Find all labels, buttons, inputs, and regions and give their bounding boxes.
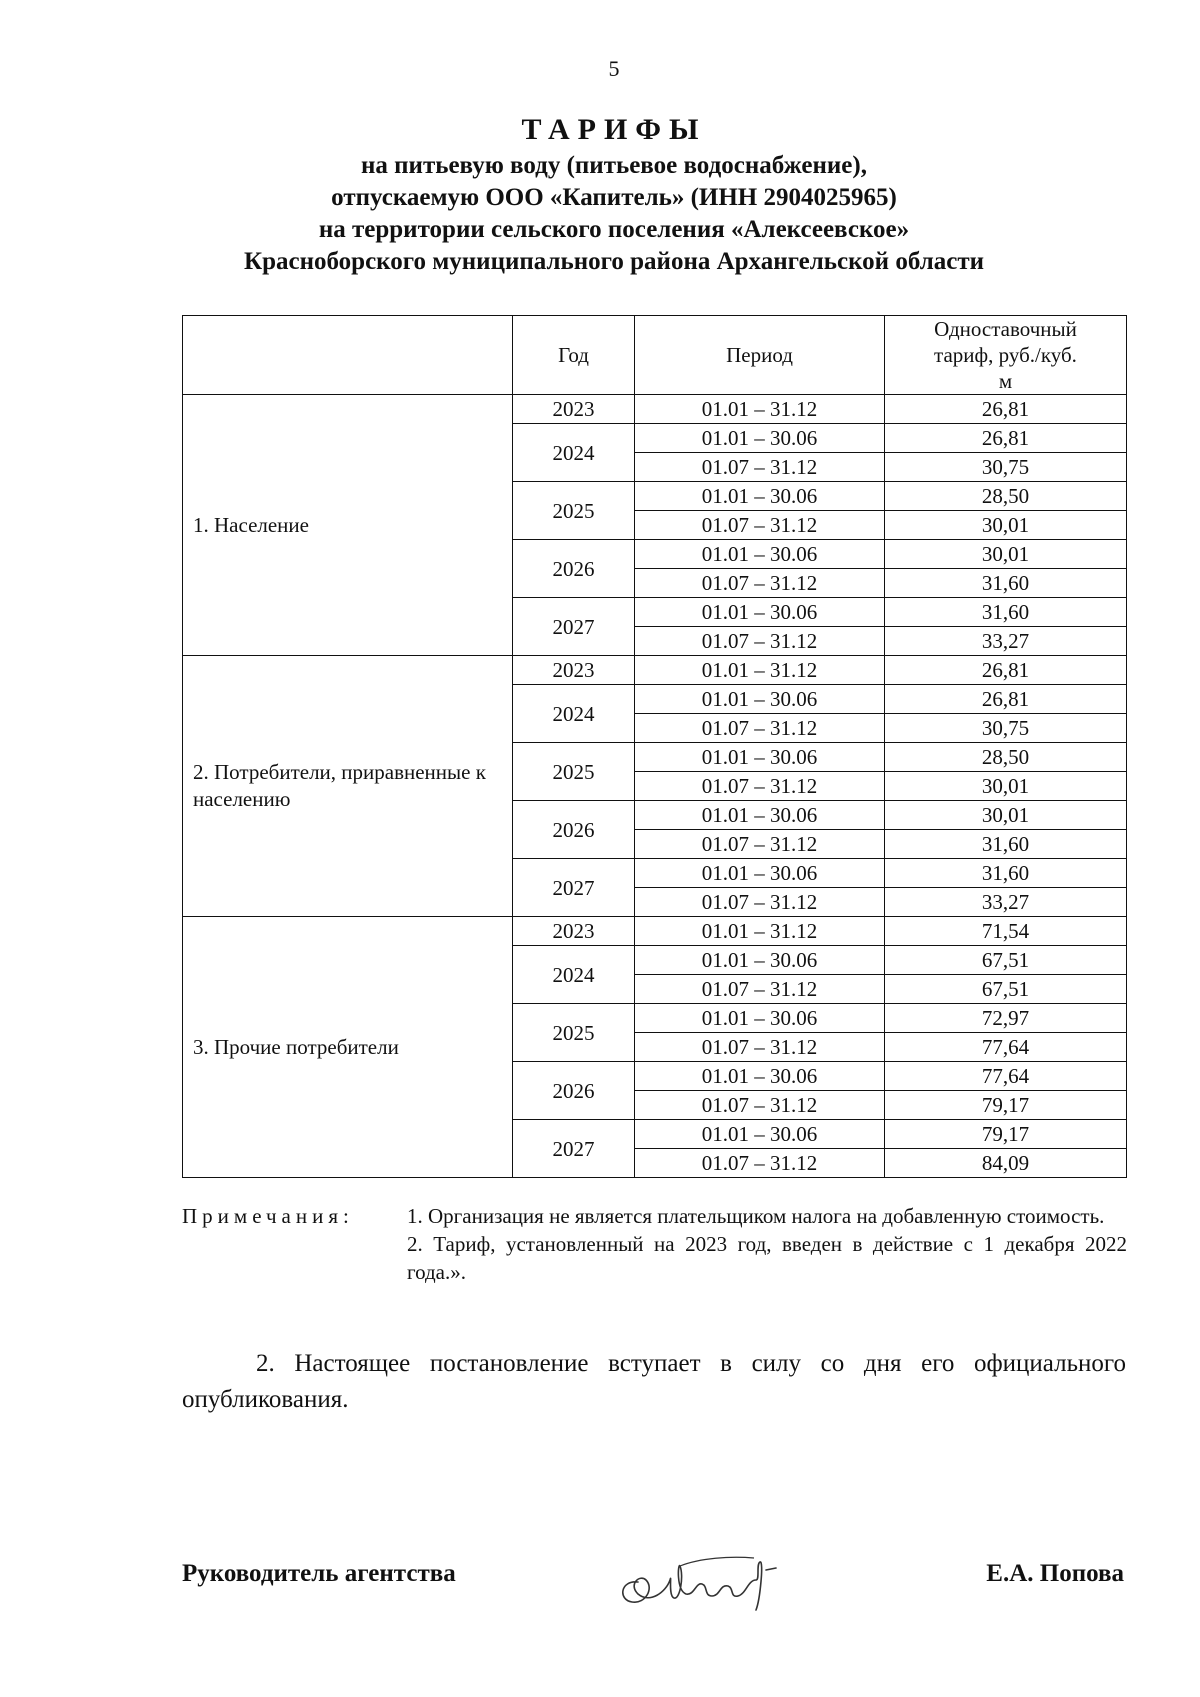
period-cell: 01.01 – 31.12: [635, 917, 885, 946]
tariff-value-cell: 31,60: [885, 859, 1127, 888]
period-cell: 01.07 – 31.12: [635, 627, 885, 656]
tariff-value-cell: 67,51: [885, 946, 1127, 975]
year-cell: 2027: [513, 598, 635, 656]
tariff-value-cell: 31,60: [885, 598, 1127, 627]
tariff-value-cell: 28,50: [885, 482, 1127, 511]
year-cell: 2026: [513, 1062, 635, 1120]
tariff-value-cell: 79,17: [885, 1120, 1127, 1149]
tariff-table-body: [183, 395, 1127, 1178]
title-line: отпускаемую ООО «Капитель» (ИНН 2904025965): [331, 184, 897, 211]
handwritten-signature: [610, 1540, 820, 1620]
year-cell: 2023: [513, 656, 635, 685]
year-cell: 2023: [513, 917, 635, 946]
year-cell: 2026: [513, 801, 635, 859]
tariff-value-cell: 30,75: [885, 453, 1127, 482]
period-cell: 01.01 – 31.12: [635, 656, 885, 685]
year-cell: 2025: [513, 743, 635, 801]
period-cell: 01.07 – 31.12: [635, 569, 885, 598]
header-year: Год: [513, 316, 635, 395]
tariff-value-cell: 26,81: [885, 424, 1127, 453]
consumer-category: 1. Население: [183, 395, 513, 656]
table-header-row: [183, 316, 1127, 395]
tariff-value-cell: 30,01: [885, 511, 1127, 540]
notes-label: Примечания:: [182, 1204, 354, 1228]
period-cell: 01.01 – 31.12: [635, 395, 885, 424]
tariff-value-cell: 33,27: [885, 627, 1127, 656]
header-period: Период: [635, 316, 885, 395]
year-cell: 2027: [513, 1120, 635, 1178]
title-line: на питьевую воду (питьевое водоснабжение),: [361, 152, 867, 179]
consumer-category: 3. Прочие потребители: [183, 917, 513, 1178]
title-heading: ТАРИФЫ: [521, 113, 707, 146]
document-title: [0, 112, 1200, 278]
period-cell: 01.01 – 30.06: [635, 1004, 885, 1033]
tariff-value-cell: 79,17: [885, 1091, 1127, 1120]
period-cell: 01.07 – 31.12: [635, 1033, 885, 1062]
year-cell: 2023: [513, 395, 635, 424]
table-row: [183, 395, 1127, 424]
year-cell: 2027: [513, 859, 635, 917]
period-cell: 01.01 – 30.06: [635, 946, 885, 975]
period-cell: 01.01 – 30.06: [635, 424, 885, 453]
tariff-value-cell: 26,81: [885, 656, 1127, 685]
tariff-value-cell: 77,64: [885, 1033, 1127, 1062]
period-cell: 01.01 – 30.06: [635, 1062, 885, 1091]
page-number: 5: [608, 56, 620, 81]
year-cell: 2024: [513, 685, 635, 743]
period-cell: 01.07 – 31.12: [635, 1149, 885, 1178]
consumer-category: 2. Потребители, приравненные к населению: [183, 656, 513, 917]
period-cell: 01.01 – 30.06: [635, 685, 885, 714]
tariff-value-cell: 30,01: [885, 801, 1127, 830]
period-cell: 01.01 – 30.06: [635, 743, 885, 772]
period-cell: 01.07 – 31.12: [635, 772, 885, 801]
period-cell: 01.07 – 31.12: [635, 830, 885, 859]
tariff-value-cell: 71,54: [885, 917, 1127, 946]
period-cell: 01.07 – 31.12: [635, 453, 885, 482]
period-cell: 01.07 – 31.12: [635, 1091, 885, 1120]
tariff-value-cell: 30,01: [885, 772, 1127, 801]
title-line: Красноборского муниципального района Архангельской области: [243, 248, 985, 275]
period-cell: 01.07 – 31.12: [635, 975, 885, 1004]
header-tariff: Одноставочный тариф, руб./куб. м: [885, 316, 1127, 395]
tariff-value-cell: 31,60: [885, 569, 1127, 598]
note-item: 2. Тариф, установленный на 2023 год, введен в действие с 1 декабря 2022 года.».: [407, 1232, 1127, 1284]
tariff-value-cell: 26,81: [885, 395, 1127, 424]
year-cell: 2025: [513, 1004, 635, 1062]
notes-list: [407, 1202, 1127, 1286]
signatory-name: Е.А. Попова: [986, 1560, 1124, 1587]
year-cell: 2024: [513, 424, 635, 482]
period-cell: 01.01 – 30.06: [635, 801, 885, 830]
title-line: на территории сельского поселения «Алексеевское»: [318, 216, 910, 243]
period-cell: 01.07 – 31.12: [635, 511, 885, 540]
year-cell: 2024: [513, 946, 635, 1004]
period-cell: 01.01 – 30.06: [635, 859, 885, 888]
year-cell: 2026: [513, 540, 635, 598]
period-cell: 01.01 – 30.06: [635, 598, 885, 627]
note-item: 1. Организация не является плательщиком налога на добавленную стоимость.: [407, 1204, 1105, 1228]
tariff-value-cell: 30,01: [885, 540, 1127, 569]
tariff-value-cell: 67,51: [885, 975, 1127, 1004]
effective-date-clause: 2. Настоящее постановление вступает в силу со дня его официального опубликования.: [182, 1350, 1126, 1413]
tariff-value-cell: 31,60: [885, 830, 1127, 859]
tariff-value-cell: 26,81: [885, 685, 1127, 714]
period-cell: 01.01 – 30.06: [635, 482, 885, 511]
table-row: [183, 917, 1127, 946]
tariff-value-cell: 84,09: [885, 1149, 1127, 1178]
tariff-value-cell: 28,50: [885, 743, 1127, 772]
tariff-value-cell: 72,97: [885, 1004, 1127, 1033]
tariff-value-cell: 77,64: [885, 1062, 1127, 1091]
header-category: [183, 316, 513, 395]
signatory-position: Руководитель агентства: [182, 1560, 456, 1587]
tariff-value-cell: 30,75: [885, 714, 1127, 743]
period-cell: 01.01 – 30.06: [635, 540, 885, 569]
period-cell: 01.01 – 30.06: [635, 1120, 885, 1149]
tariff-value-cell: 33,27: [885, 888, 1127, 917]
year-cell: 2025: [513, 482, 635, 540]
period-cell: 01.07 – 31.12: [635, 714, 885, 743]
period-cell: 01.07 – 31.12: [635, 888, 885, 917]
table-row: [183, 656, 1127, 685]
tariff-table: [182, 315, 1127, 1178]
